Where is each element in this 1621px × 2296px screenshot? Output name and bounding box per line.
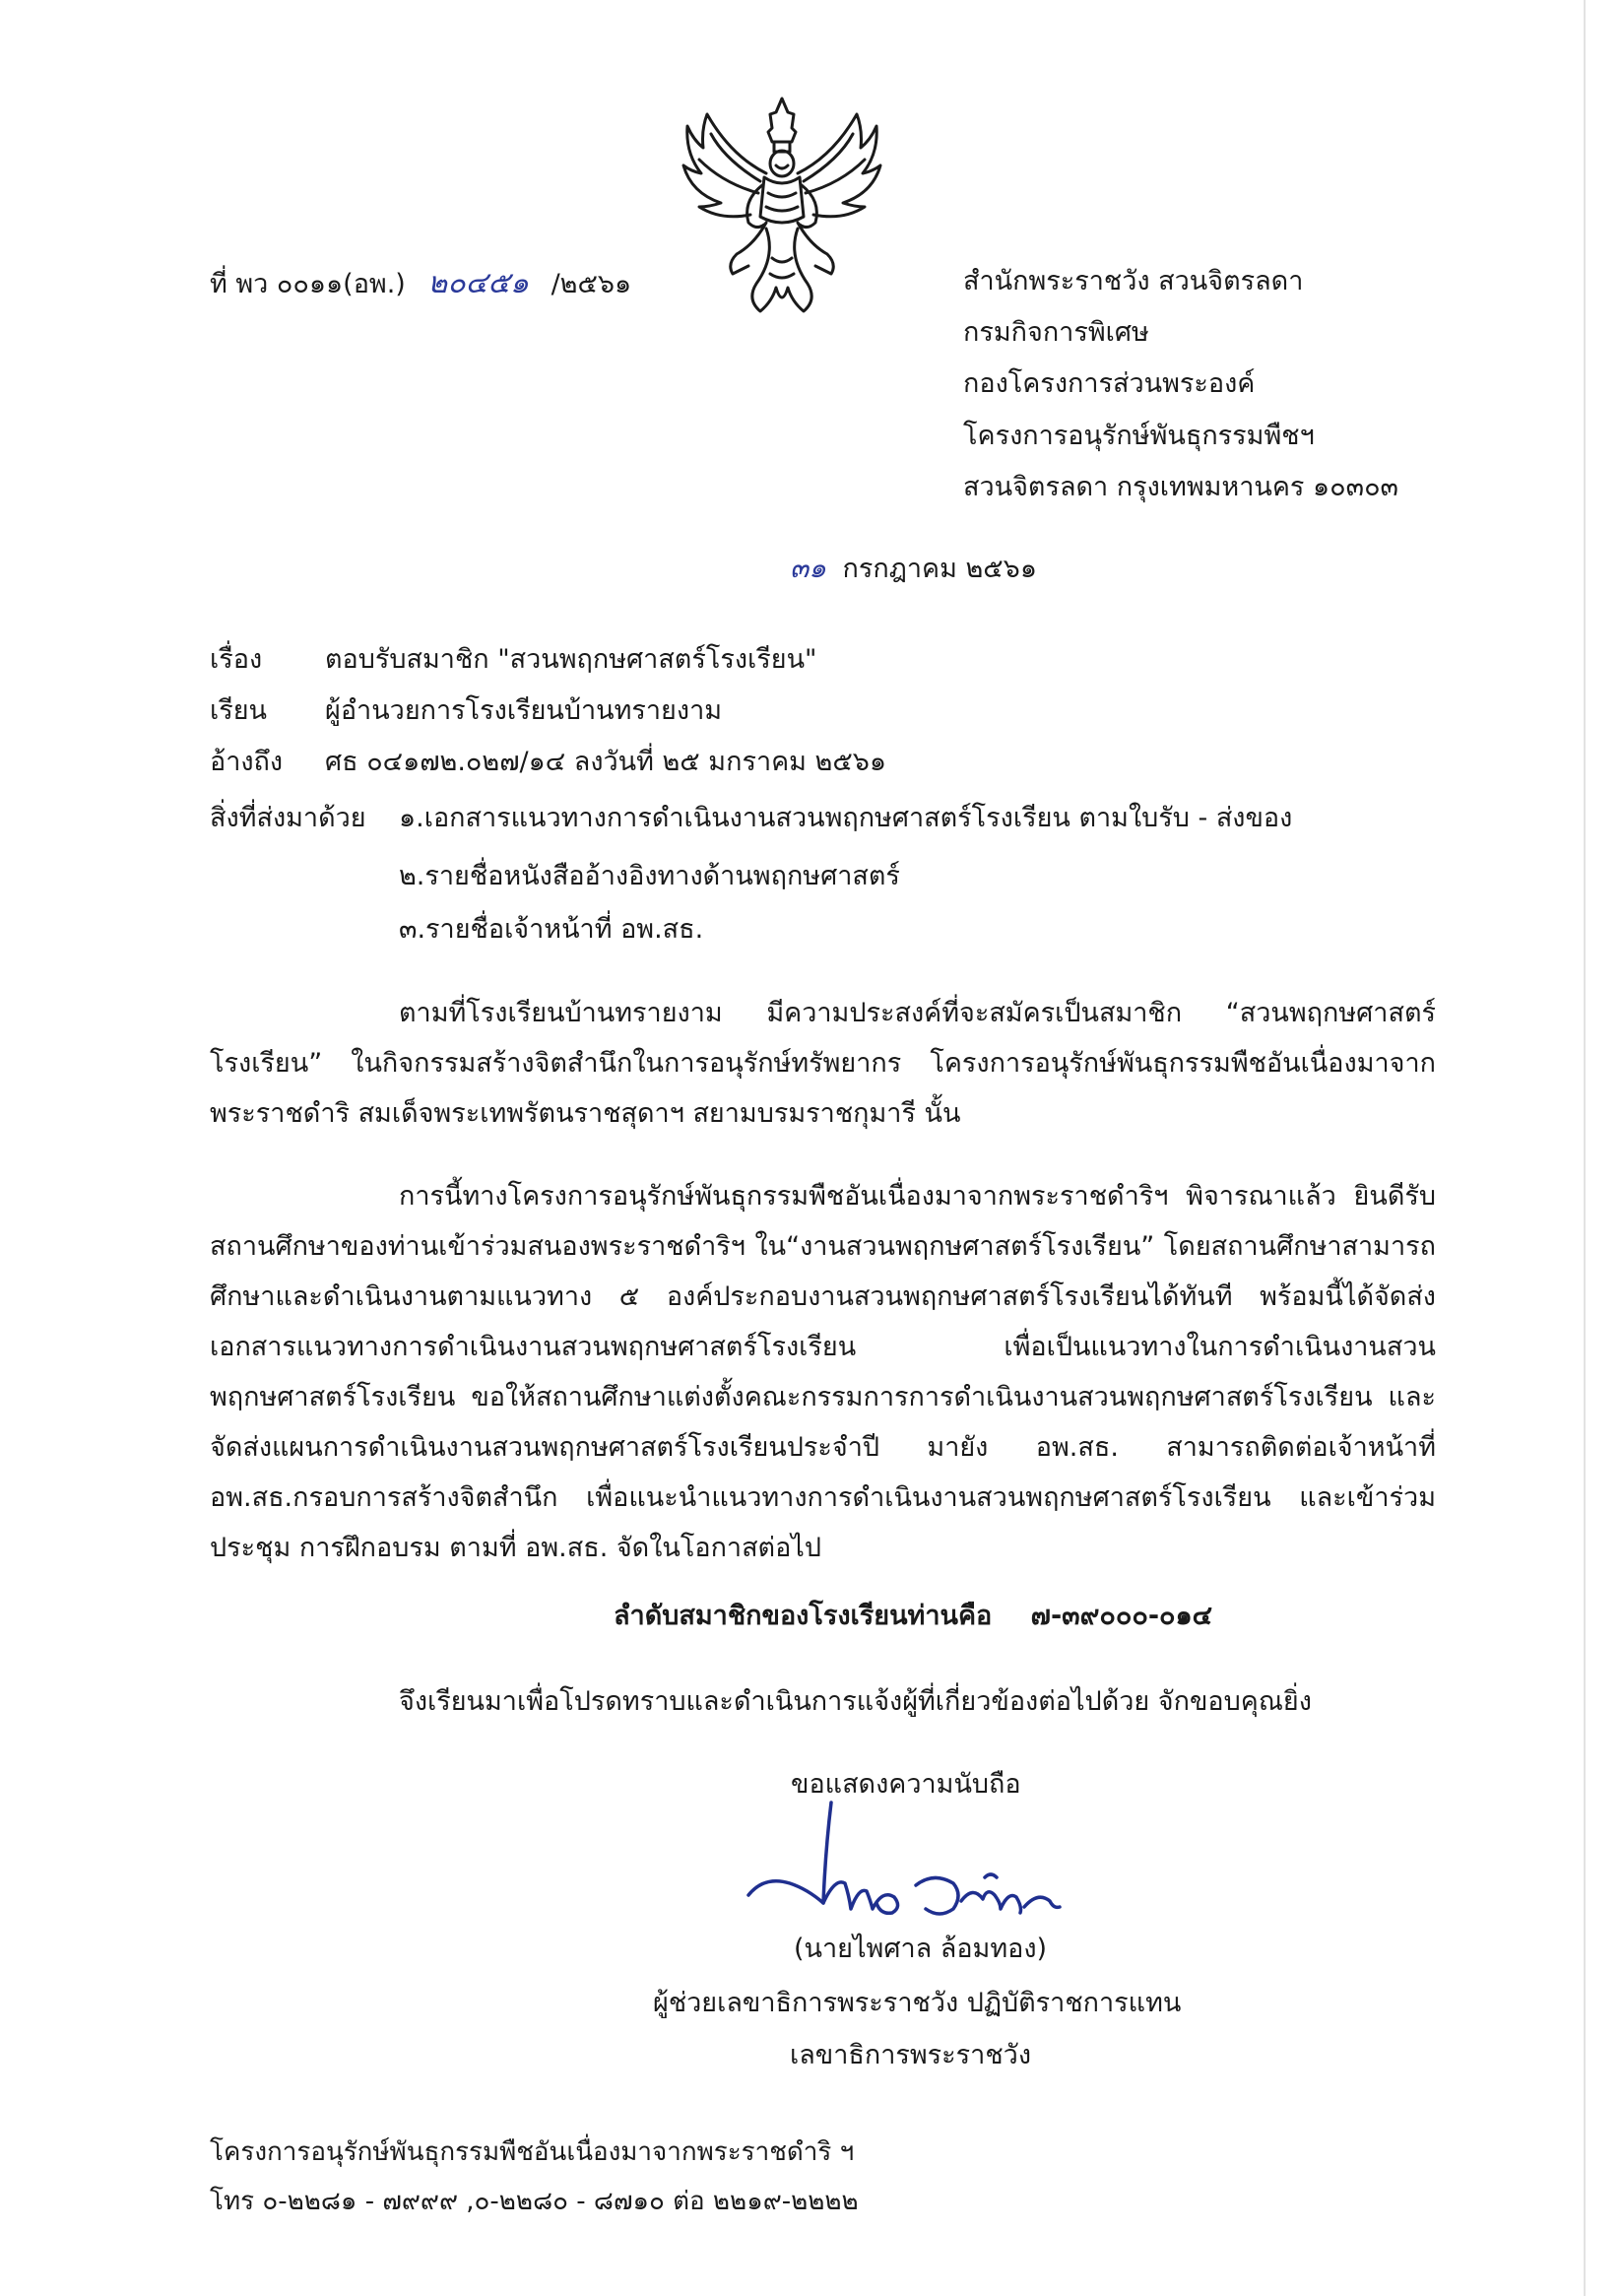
sender-line-3: กองโครงการส่วนพระองค์ <box>963 368 1256 399</box>
closing-sentence: จึงเรียนมาเพื่อโปรดทราบและดำเนินการแจ้งผู้ที่เกี่ยวข้องต่อไปด้วย จักขอบคุณยิ่ง <box>399 1686 1312 1717</box>
member-number: ๗-๓๙๐๐๐-๐๑๔ <box>1030 1601 1213 1631</box>
to-text: ผู้อำนวยการโรงเรียนบ้านทรายงาม <box>325 695 723 726</box>
sender-line-5: สวนจิตรลดา กรุงเทพมหานคร ๑๐๓๐๓ <box>963 472 1399 502</box>
footer-phone: โทร ๐-๒๒๘๑ - ๗๙๙๙ ,๐-๒๒๘๐ - ๘๗๑๐ ต่อ ๒๒๑๙-๒๒๒๒ <box>210 2187 859 2216</box>
handwritten-signature <box>729 1793 1083 1950</box>
enclosure-item-1: ๑.เอกสารแนวทางการดำเนินงานสวนพฤกษศาสตร์โรงเรียน ตามใบรับ - ส่งของ <box>399 803 1293 833</box>
garuda-emblem-icon <box>678 91 886 319</box>
regards-text: ขอแสดงความนับถือ <box>791 1769 1021 1800</box>
body-paragraph-1: ตามที่โรงเรียนบ้านทรายงาม มีความประสงค์ที่จะสมัครเป็นสมาชิก “สวนพฤกษศาสตร์โรงเรียน” ในกิจกรรมสร้างจิตสำนึกในการอนุรักษ์ทรัพยากร โครงการอนุรักษ์พันธุกรรมพืชอันเนื่องมาจากพระราชดำริ สมเด็จพระเทพรัตนราชสุดาฯ สยามบรมราชกุมารี นั้น <box>210 998 1436 1129</box>
reference-text: ศธ ๐๔๑๗๒.๐๒๗/๑๔ ลงวันที่ ๒๕ มกราคม ๒๕๖๑ <box>325 747 887 777</box>
signer-title-1: ผู้ช่วยเลขาธิการพระราชวัง ปฏิบัติราชการแทน <box>653 1988 1182 2018</box>
body-paragraph-2: การนี้ทางโครงการอนุรักษ์พันธุกรรมพืชอันเนื่องมาจากพระราชดำริฯ พิจารณาแล้ว ยินดีรับสถานศึกษาของท่านเข้าร่วมสนองพระราชดำริฯ ใน“งานสวนพฤกษศาสตร์โรงเรียน” โดยสถานศึกษาสามารถศึกษาและดำเนินงานตามแนวทาง ๕ องค์ประกอบงานสวนพฤกษศาสตร์โรงเรียนได้ทันที พร้อมนี้ได้จัดส่งเอกสารแนวทางการดำเนินงานสวนพฤกษศาสตร์โรงเรียน เพื่อเป็นแนวทางในการดำเนินงานสวนพฤกษศาสตร์โรงเรียน ขอให้สถานศึกษาแต่งตั้งคณะกรรมการการดำเนินงานสวนพฤกษศาสตร์โรงเรียน และจัดส่งแผนการดำเนินงานสวนพฤกษศาสตร์โรงเรียนประจำปี มายัง อพ.สธ. สามารถติดต่อเจ้าหน้าที่ อพ.สธ.กรอบการสร้างจิตสำนึก เพื่อแนะนำแนวทางการดำเนินงานสวนพฤกษศาสตร์โรงเรียน และเข้าร่วมประชุม การฝึกอบรม ตามที่ อพ.สธ. จัดในโอกาสต่อไป <box>210 1181 1436 1563</box>
to-label: เรียน <box>210 695 268 726</box>
subject-label: เรื่อง <box>210 644 263 675</box>
ref-year: /๒๕๖๑ <box>551 269 632 299</box>
scan-edge-line <box>1584 0 1586 2296</box>
ref-handwritten: ๒๐๔๕๑ <box>427 266 529 300</box>
signer-name: (นายไพศาล ล้อมทอง) <box>794 1934 1048 1964</box>
ref-prefix: ที่ พว ๐๐๑๑(อพ.) <box>210 269 406 299</box>
member-label: ลำดับสมาชิกของโรงเรียนท่านคือ <box>614 1601 993 1631</box>
enclosure-label: สิ่งที่ส่งมาด้วย <box>210 803 366 833</box>
enclosure-item-3: ๓.รายชื่อเจ้าหน้าที่ อพ.สธ. <box>399 914 704 945</box>
enclosure-item-2: ๒.รายชื่อหนังสืออ้างอิงทางด้านพฤกษศาสตร์ <box>399 861 900 891</box>
sender-line-4: โครงการอนุรักษ์พันธุกรรมพืชฯ <box>963 421 1315 451</box>
subject-text: ตอบรับสมาชิก "สวนพฤกษศาสตร์โรงเรียน" <box>325 644 817 675</box>
footer-organization: โครงการอนุรักษ์พันธุกรรมพืชอันเนื่องมาจากพระราชดำริ ฯ <box>210 2137 855 2167</box>
date-handwritten: ๓๑ <box>790 552 826 584</box>
signer-title-2: เลขาธิการพระราชวัง <box>790 2040 1032 2070</box>
reference-label: อ้างถึง <box>210 747 284 777</box>
ref-number <box>210 266 631 301</box>
member-number-line <box>614 1601 1212 1632</box>
date-text: กรกฎาคม ๒๕๖๑ <box>842 554 1037 584</box>
sender-line-2: กรมกิจการพิเศษ <box>963 317 1149 348</box>
sender-line-1: สำนักพระราชวัง สวนจิตรลดา <box>963 266 1304 296</box>
letter-date <box>790 552 1037 585</box>
